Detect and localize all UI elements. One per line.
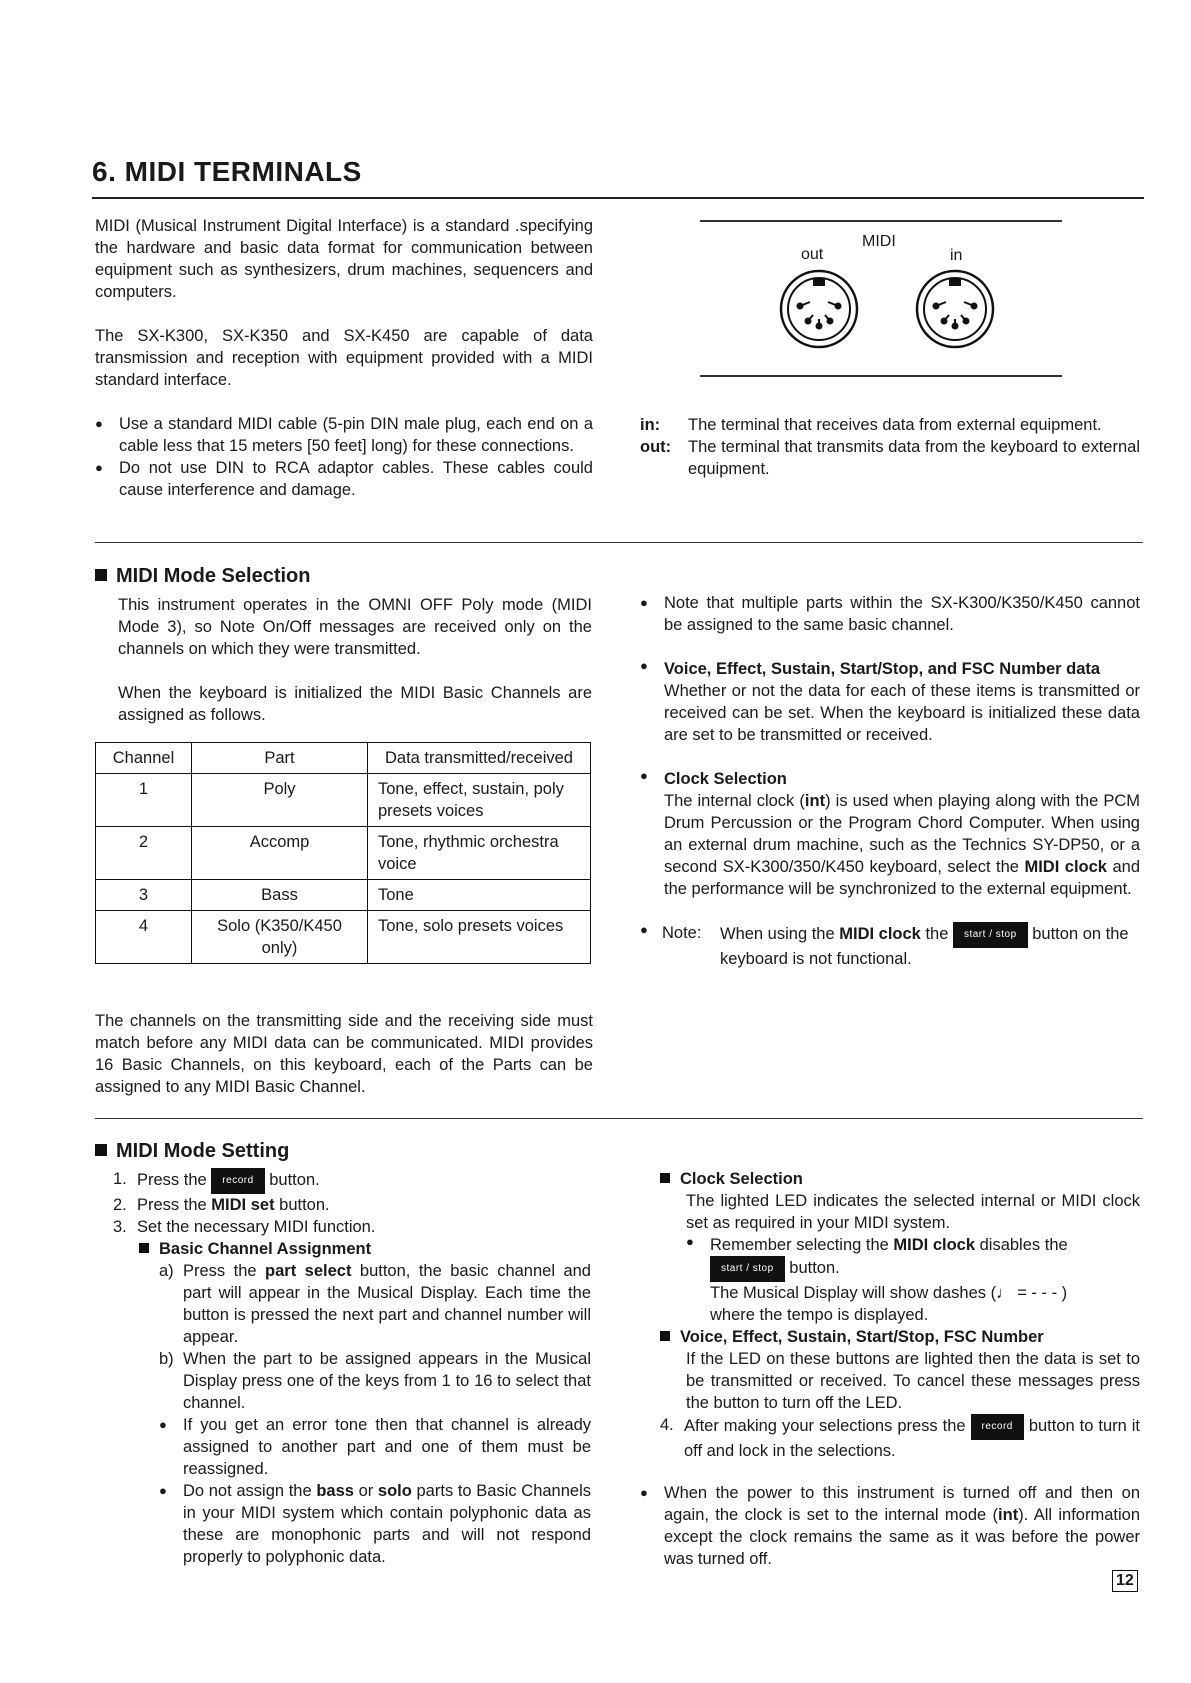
diagram-top-rule	[700, 220, 1062, 222]
midi-out-connector-icon	[778, 268, 860, 350]
basic-channel-table	[95, 742, 591, 964]
table-row	[96, 827, 591, 880]
square-bullet-icon	[95, 1144, 107, 1156]
bca-bullet-bass-solo: ● Do not assign the bass or solo parts to Basic Channels in your MIDI system which contain polyphonic data as these are monophonic parts and will not respond properly to polyphonic data.	[159, 1480, 591, 1568]
setting-clock-text: The lighted LED indicates the selected internal or MIDI clock set as required in your MIDI system.	[686, 1192, 1140, 1232]
mode-setting-heading	[95, 1140, 289, 1163]
power-note-wrap	[640, 1482, 1140, 1570]
mode-selection-right	[640, 592, 1140, 970]
diagram-midi-label: MIDI	[862, 233, 896, 250]
clock-selection-text: The internal clock (int) is used when playing along with the PCM Drum Percussion or the Program Chord Computer. When using an external drum machine, such as the Technics SY-DP50, or a second SX-K300/350/K450 keyboard, select the MIDI clock and the performance will be synchronized to the external equipment.	[664, 792, 1141, 898]
setting-remember-text: ● Remember selecting the MIDI clock disables the start / stop button.	[710, 1234, 1140, 1282]
voice-effect-text: Whether or not the data for each of these items is transmitted or received can be set. When the keyboard is initialized these data are set to be transmitted or received.	[664, 682, 1140, 744]
bca-step-a: a) Press the part select button, the basic channel and part will appear in the Musical Display. Each time the button is pressed the next part and channel number will appear.	[159, 1262, 591, 1346]
mode-selection-heading-text: MIDI Mode Selection	[116, 565, 311, 587]
mode-setting-heading-text: MIDI Mode Setting	[116, 1140, 290, 1162]
mode-selection-paragraph-2: When the keyboard is initialized the MIDI Basic Channels are assigned as follows.	[118, 684, 592, 724]
clock-selection-item	[640, 768, 1140, 900]
table-header-cell: Part	[192, 743, 368, 774]
clock-selection-heading: ● Clock Selection	[664, 770, 787, 788]
step-4: 4. After making your selections press the record button to turn it off and lock in the selections.	[660, 1416, 1141, 1460]
start-stop-button-icon: start / stop	[710, 1256, 785, 1282]
step-2: 2. Press the MIDI set button.	[113, 1196, 330, 1214]
voice-effect-item	[640, 658, 1140, 746]
diagram-out-label: out	[801, 246, 824, 263]
section-divider-1	[95, 542, 1143, 543]
midi-in-connector-icon	[914, 268, 996, 350]
table-cell: 4	[96, 911, 192, 964]
terminal-out-item	[640, 436, 1140, 480]
setting-clock-heading: Clock Selection	[660, 1168, 1140, 1190]
table-row	[96, 880, 591, 911]
setting-clock-selection	[660, 1168, 1140, 1414]
mode-selection-left	[118, 594, 592, 726]
square-bullet-icon	[660, 1173, 670, 1183]
setting-voice-heading: Voice, Effect, Sustain, Start/Stop, FSC Number	[660, 1326, 1140, 1348]
table-row	[96, 911, 591, 964]
note-parts-channel: ● Note that multiple parts within the SX-K300/K350/K450 cannot be assigned to the same basic channel.	[640, 592, 1140, 636]
table-cell: Tone, effect, sustain, poly presets voices	[368, 774, 591, 827]
record-button-icon: record	[211, 1168, 264, 1194]
voice-effect-heading: ● Voice, Effect, Sustain, Start/Stop, and FSC Number data	[664, 660, 1101, 678]
intro-paragraph-2: The SX-K300, SX-K350 and SX-K450 are capable of data transmission and reception with equipment provided with a MIDI standard interface.	[95, 327, 593, 389]
setting-voice-text: If the LED on these buttons are lighted then the data is set to be transmitted or received. To cancel these messages press the button to turn off the LED.	[686, 1350, 1140, 1412]
power-note: ● When the power to this instrument is turned off and then on again, the clock is set to the internal mode (int). All information except the clock remains the same as it was before the power was turned off.	[640, 1482, 1140, 1570]
diagram-in-label: in	[950, 247, 963, 264]
terminal-out-text: The terminal that transmits data from the keyboard to external equipment.	[688, 438, 1140, 478]
table-row	[96, 774, 591, 827]
page-title: 6. MIDI TERMINALS	[92, 156, 362, 187]
mode-selection-paragraph-1: This instrument operates in the OMNI OFF Poly mode (MIDI Mode 3), so Note On/Off messages are received only on the channels on which they were transmitted.	[118, 596, 592, 658]
basic-channel-assignment	[113, 1238, 591, 1568]
mode-setting-left	[113, 1168, 591, 1568]
mode-setting-right	[660, 1168, 1140, 1462]
table-cell: 1	[96, 774, 192, 827]
table-cell: Solo (K350/K450 only)	[192, 911, 368, 964]
table-header-cell: Data transmitted/received	[368, 743, 591, 774]
mode-selection-heading	[95, 565, 310, 588]
bca-step-b: b) When the part to be assigned appears in the Musical Display press one of the keys from 1 to 16 to select that channel.	[159, 1350, 591, 1412]
step-3: 3. Set the necessary MIDI function.	[113, 1218, 376, 1236]
intro-paragraph-1: MIDI (Musical Instrument Digital Interface) is a standard .specifying the hardware and basic data format for communication between equipment such as synthesizers, drum machines, sequencers and computers.	[95, 217, 593, 301]
step-1: 1. Press the record button.	[113, 1168, 591, 1194]
note-midi-clock-text: When using the MIDI clock the start / stop button on the keyboard is not functional.	[720, 922, 1140, 970]
square-bullet-icon	[660, 1331, 670, 1341]
midi-terminal-diagram	[700, 216, 1066, 381]
terminal-in-item	[640, 414, 1140, 436]
section-divider-2	[95, 1118, 1143, 1119]
start-stop-button-icon: start / stop	[953, 922, 1028, 948]
table-cell: Tone, solo presets voices	[368, 911, 591, 964]
table-cell: 2	[96, 827, 192, 880]
table-cell: Tone, rhythmic orchestra voice	[368, 827, 591, 880]
mode-selection-paragraph-3-wrap	[95, 1010, 593, 1098]
square-bullet-icon	[139, 1243, 149, 1253]
table-cell: 3	[96, 880, 192, 911]
setting-remember-item	[686, 1234, 1140, 1326]
setting-dashes-text: The Musical Display will show dashes (♩ = - - - ) where the tempo is displayed.	[710, 1284, 1068, 1324]
table-header-row	[96, 743, 591, 774]
table-header-cell: Channel	[96, 743, 192, 774]
table-cell: Accomp	[192, 827, 368, 880]
terminal-out-label: out:	[640, 438, 672, 456]
intro-bullet: ● Do not use DIN to RCA adaptor cables. These cables could cause interference and damage.	[95, 457, 593, 501]
square-bullet-icon	[95, 569, 107, 581]
note-midi-clock-item	[640, 922, 1140, 970]
terminal-descriptions	[640, 414, 1140, 480]
terminal-in-label: in:	[640, 416, 661, 434]
title-rule	[92, 197, 1144, 199]
bca-heading: Basic Channel Assignment	[139, 1238, 591, 1260]
page-number: 12	[1112, 1570, 1138, 1592]
quarter-note-icon: ♩	[996, 1284, 1013, 1302]
table-cell: Tone	[368, 880, 591, 911]
intro-bullet: ● Use a standard MIDI cable (5-pin DIN male plug, each end on a cable less that 15 meters [50 feet] long) for these connections.	[95, 413, 593, 457]
bca-bullet-error-tone: ● If you get an error tone then that channel is already assigned to another part and one of them must be reassigned.	[159, 1414, 591, 1480]
terminal-in-text: The terminal that receives data from external equipment.	[688, 416, 1102, 434]
note-label: ● Note:	[662, 924, 702, 942]
intro-section	[95, 215, 593, 501]
mode-selection-paragraph-3: The channels on the transmitting side and the receiving side must match before any MIDI data can be communicated. MIDI provides 16 Basic Channels, on this keyboard, each of the Parts can be assigned to any MIDI Basic Channel.	[95, 1012, 593, 1096]
table-cell: Poly	[192, 774, 368, 827]
diagram-bottom-rule	[700, 375, 1062, 377]
record-button-icon: record	[971, 1414, 1024, 1440]
table-cell: Bass	[192, 880, 368, 911]
